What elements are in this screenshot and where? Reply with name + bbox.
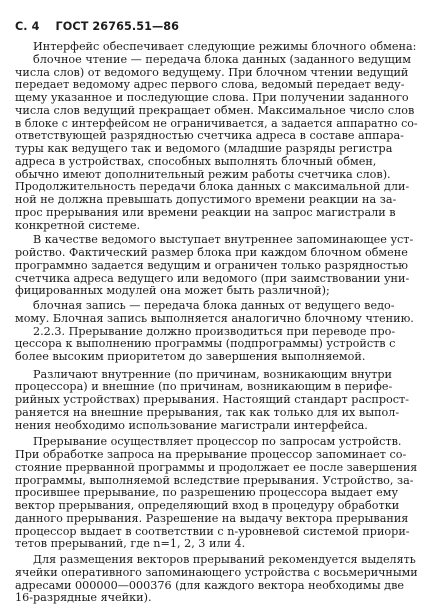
text-line: передает ведомому адрес первого слова, ведомый передает веду- — [15, 78, 405, 92]
text-line: программно задается ведущим и ограничен только разрядностью — [15, 258, 409, 272]
text-line: раняется на внешние прерывания, так как только для их выпол- — [15, 405, 400, 419]
text-line: мому. Блочная запись выполняется аналогично блочному чтению. — [15, 311, 414, 325]
text-line: ной не должна превышать допустимого времени реакции на за- — [15, 193, 397, 206]
text-line: вектор прерывания, определяющий вход в процедуру обработки — [15, 499, 400, 512]
header-gap — [44, 20, 52, 33]
text-line: В качестве ведомого выступает внутреннее запоминающее уст- — [33, 233, 414, 247]
text-line: программы, выполняемой вследствие прерывания. Устройство, за- — [15, 473, 414, 487]
text-line: стояние прерванной программы и продолжает ее после завершения — [15, 460, 418, 474]
text-line: Прерывание осуществляет процессор по запросам устройств. — [33, 435, 402, 449]
text-line: ответствующей разрядностью счетчика адреса в составе аппара- — [15, 129, 404, 143]
text-line: Интерфейс обеспечивает следующие режимы блочного обмена: — [33, 40, 417, 53]
text-line: обычно имеют дополнительный режим работы счетчика слов). — [15, 167, 391, 181]
text-line: ройство. Фактический размер блока при каждом блочном обмене — [15, 246, 408, 259]
text-line: более высоким приоритетом до завершения выполняемой. — [15, 350, 366, 363]
text-line: При обработке запроса на прерывание процессор запоминает со- — [15, 448, 407, 461]
text-line: в блоке с интерфейсом не ограничивается, а задается аппаратно со- — [15, 116, 418, 130]
text-line: фицированных модулей она может быть различной); — [15, 284, 330, 298]
text-line: адресами 000000—000376 (для каждого вектора необходимы две — [15, 578, 404, 592]
text-line: счетчика адреса ведущего или ведомого (при заимствовании уни- — [15, 271, 410, 285]
text-line: щему указанное и последующие слова. При получении заданного — [15, 91, 409, 104]
text-line: нения необходимо использование магистрали интерфейса. — [15, 418, 368, 432]
text-line: Для размещения векторов прерываний рекомендуется выделять — [33, 553, 416, 566]
text-line: числа слов ведущий прекращает обмен. Максимальное число слов — [15, 103, 415, 117]
text-line: процессора) и внешние (по причинам, возникающим в перифе- — [15, 380, 393, 394]
text-line: просившее прерывание, по разрешению процессора выдает ему — [15, 486, 399, 500]
text-line: тетов прерываний, где n=1, 2, 3 или 4. — [15, 537, 246, 551]
text-line: цессора к выполнению программы (подпрограммы) устройств с — [15, 337, 396, 351]
text-line: блочное чтение — передача блока данных (заданного ведущим — [33, 52, 411, 66]
text-line: ячейки оперативного запоминающего устройства с восьмеричными — [15, 565, 418, 579]
text-line: рийных устройствах) прерывания. Настоящий стандарт распрост- — [15, 393, 409, 407]
page-header — [15, 20, 179, 33]
text-line: адреса в устройствах, способных выполнять блочный обмен, — [15, 154, 377, 168]
text-line: Продолжительность передачи блока данных с максимальной дли- — [15, 180, 410, 194]
text-line: 2.2.3. Прерывание должно производиться при переводе про- — [33, 324, 396, 338]
text-line: прос прерывания или времени реакции на запрос магистрали в — [15, 205, 396, 219]
standard-number: ГОСТ 26765.51—86 — [55, 20, 180, 33]
text-line: числа слов) от ведомого ведущему. При блочном чтении ведущий — [15, 65, 409, 79]
text-line: Различают внутренние (по причинам, возникающим внутри — [33, 367, 392, 381]
text-line: данного прерывания. Разрешение на выдачу вектора прерывания — [15, 511, 409, 525]
text-line: блочная запись — передача блока данных от ведущего ведо- — [33, 298, 395, 312]
page-number: С. 4 — [15, 20, 40, 33]
text-line: процессор выдает в соответствии с n-уровневой системой приори- — [15, 524, 410, 538]
text-line: 16-разрядные ячейки). — [15, 591, 152, 605]
text-line: конкретной системе. — [15, 218, 141, 232]
text-line: туры как ведущего так и ведомого (младшие разряды регистра — [15, 142, 393, 155]
